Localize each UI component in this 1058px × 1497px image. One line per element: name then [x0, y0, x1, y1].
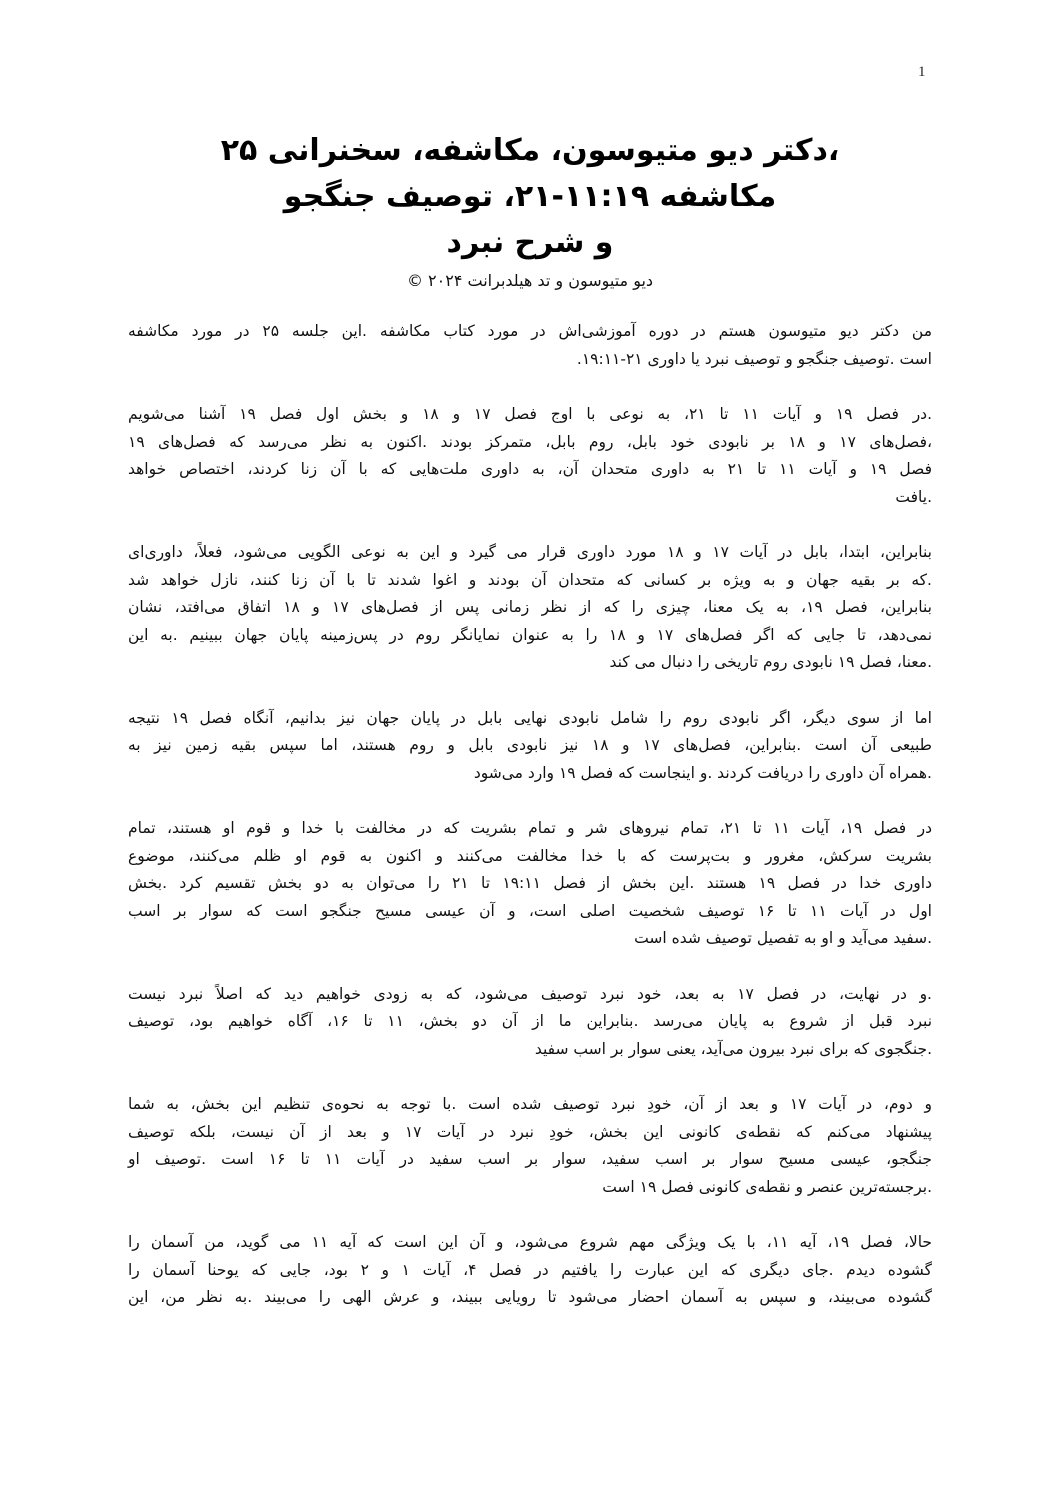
text-line: فصل ۱۹ و آیات ۱۱ تا ۲۱ به داوری متحدان آن، به داوری ملت‌هایی که با آن زنا کردند، اختصاص خواهد [128, 460, 932, 478]
text-line: .معنا، فصل ۱۹ نابودی روم تاریخی را دنبال می کند [609, 653, 932, 671]
text-line: .و در نهایت، در فصل ۱۷ به بعد، خود نبرد توصیف می‌شود، که به زودی خواهیم دید که اصلاً نبرد نیست [128, 984, 932, 1003]
title-line-1: ،دکتر دیو متیوسون، مکاشفه، سخنرانی ۲۵ [220, 133, 840, 168]
paragraph-8 [128, 1229, 932, 1312]
paragraph-4 [128, 705, 932, 788]
byline: دیو متیوسون و تد هیلدبرانت ۲۰۲۴ © [406, 271, 654, 290]
text-line: .همراه آن داوری را دریافت کردند .و اینجاست که فصل ۱۹ وارد می‌شود [473, 763, 932, 782]
paragraph-3 [128, 539, 932, 677]
title-line-2: مکاشفه ۱۱:۱۹-۲۱، توصیف جنگجو [283, 179, 777, 214]
text-line: من دکتر دیو متیوسون هستم در دوره آموزشی‌اش در مورد کتاب مکاشفه .این جلسه ۲۵ در مورد مکاشفه [128, 322, 933, 340]
text-line: نمی‌دهد، تا جایی که اگر فصل‌های ۱۷ و ۱۸ را به عنوان نمایانگر روم در پس‌زمینه پایان جهان ببینیم .به این [128, 625, 933, 644]
text-line: .سفید می‌آید و او به تفصیل توصیف شده است [634, 929, 932, 947]
text-line: طبیعی آن است .بنابراین، فصل‌های ۱۷ و ۱۸ نیز نابودی بابل و روم هستند، اما سپس بقیه زمین نیز به [128, 736, 932, 754]
title-line-3: و شرح نبرد [446, 225, 614, 260]
text-line: حالا، فصل ۱۹، آیه ۱۱، با یک ویژگی مهم شروع می‌شود، و آن این است که آیه ۱۱ می گوید، من آسمان را [128, 1233, 933, 1251]
text-line: اما از سوی دیگر، اگر نابودی روم را شامل نابودی نهایی بابل در پایان جهان نیز بدانیم، آنگاه فصل ۱۹ نتیجه [128, 708, 932, 727]
text-line: در فصل ۱۹، آیات ۱۱ تا ۲۱، تمام نیروهای شر و تمام بشریت که در مخالفت با خدا و قوم او هستند، تمام [128, 819, 932, 837]
document-body [128, 318, 932, 1340]
paragraph-7 [128, 1091, 932, 1201]
text-line: بشریت سرکش، مغرور و بت‌پرست که با خدا مخالفت می‌کنند و اکنون به قوم او ظلم می‌کنند، موضوع [128, 846, 932, 865]
text-line: پیشنهاد می‌کنم که نقطه‌ی کانونی این بخش، خودِ نبرد در آیات ۱۷ و بعد از آن نیست، بلکه توصیف [128, 1122, 932, 1141]
text-line: .برجسته‌ترین عنصر و نقطه‌ی کانونی فصل ۱۹ است [602, 1177, 932, 1196]
text-line: .جنگجوی که برای نبرد بیرون می‌آید، یعنی سوار بر اسب سفید [534, 1039, 932, 1058]
text-line: گشوده می‌بیند، و سپس به آسمان احضار می‌شود تا رویایی ببیند، و عرش الهی را می‌بیند .به نظر من، این [128, 1288, 932, 1306]
text-line: جنگجو، عیسی مسیح سوار بر اسب سفید، سوار بر اسب سفید در آیات ۱۱ تا ۱۶ است .توصیف او [128, 1150, 933, 1168]
text-line: نبرد قبل از شروع به پایان می‌رسد .بنابراین ما از آن دو بخش، ۱۱ تا ۱۶، آگاه خواهیم بود، توصیف [128, 1012, 933, 1030]
text-line: گشوده دیدم .جای دیگری که این عبارت را یافتیم در فصل ۴، آیات ۱ و ۲ بود، جایی که یوحنا آسمان را [128, 1260, 932, 1279]
paragraph-6 [128, 981, 932, 1064]
paragraph-2 [128, 401, 932, 511]
text-line: .یافت [895, 487, 932, 506]
text-line: و دوم، در آیات ۱۷ و بعد از آن، خودِ نبرد توصیف شده است .با توجه به نحوه‌ی تنظیم این بخش، به شما [128, 1095, 932, 1113]
text-line: .که بر بقیه جهان و به ویژه بر کسانی که متحدان آن بودند و اغوا شدند تا با آن زنا کنند، نازل خواهد شد [128, 570, 932, 589]
text-line: ،فصل‌های ۱۷ و ۱۸ بر نابودی خود بابل، روم بابل، متمرکز بودند .اکنون به نظر می‌رسد که فصل‌های ۱۹ [128, 432, 932, 451]
paragraph-5 [128, 815, 932, 953]
text-line: .در فصل ۱۹ و آیات ۱۱ تا ۲۱، به نوعی با اوج فصل ۱۷ و ۱۸ و بخش اول فصل ۱۹ آشنا می‌شویم [128, 405, 933, 423]
text-line: بنابراین، ابتدا، بابل در آیات ۱۷ و ۱۸ مورد داوری قرار می گیرد و این به نوعی الگویی می‌شود، فعلاً، داوری‌ای [128, 543, 932, 561]
document-title-block [130, 128, 930, 294]
text-line: است .توصیف جنگجو و توصیف نبرد یا داوری ۲۱-۱۹:۱۱. [576, 349, 932, 368]
text-line: داوری خدا در فصل ۱۹ هستند .این بخش از فصل ۱۹:۱۱ تا ۲۱ را می‌توان به دو بخش تقسیم کرد .بخش [128, 874, 932, 892]
page-number: 1 [918, 64, 926, 80]
text-line: اول در آیات ۱۱ تا ۱۶ توصیف شخصیت اصلی است، و آن عیسی مسیح جنگجو است که سوار بر اسب [128, 901, 932, 920]
text-line: بنابراین، فصل ۱۹، به یک معنا، چیزی را که از نظر زمانی پس از فصل‌های ۱۷ و ۱۸ اتفاق می‌افتد، نشان [128, 598, 932, 616]
paragraph-1 [128, 318, 932, 373]
